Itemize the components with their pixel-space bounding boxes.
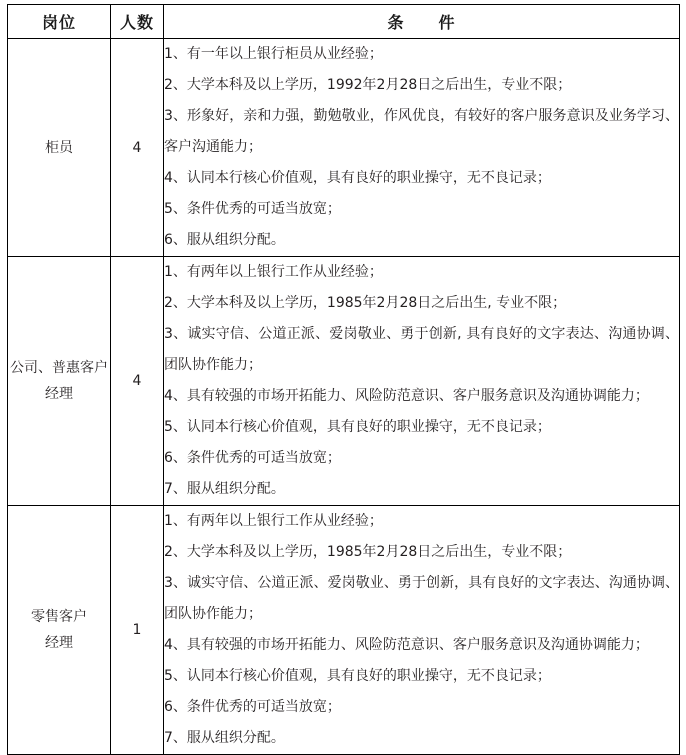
position-count-cell: 4 — [111, 257, 164, 506]
conditions-cell — [164, 506, 680, 755]
condition-item: 6、条件优秀的可适当放宽； — [164, 450, 341, 466]
column-header-position: 岗位 — [8, 5, 111, 39]
conditions-list — [164, 39, 679, 256]
condition-item: 4、认同本行核心价值观，具有良好的职业操守，无不良记录； — [164, 170, 551, 186]
condition-item: 2、大学本科及以上学历，1992年2月28日之后出生，专业不限； — [164, 77, 572, 93]
table-row — [8, 257, 680, 506]
condition-item: 5、认同本行核心价值观，具有良好的职业操守，无不良记录； — [164, 668, 551, 684]
column-header-count: 人数 — [111, 5, 164, 39]
recruitment-requirements-table — [7, 4, 680, 755]
position-count-cell: 4 — [111, 39, 164, 257]
position-count-cell: 1 — [111, 506, 164, 755]
column-header-conditions-char2: 件 — [438, 13, 456, 32]
condition-item: 5、条件优秀的可适当放宽； — [164, 201, 341, 217]
position-name-line: 柜员 — [45, 139, 73, 156]
table-header-row — [8, 5, 680, 39]
column-header-conditions-text — [387, 13, 455, 32]
condition-item: 1、有两年以上银行工作从业经验； — [164, 264, 383, 280]
position-name-cell — [8, 39, 111, 257]
condition-item: 2、大学本科及以上学历，1985年2月28日之后出生，专业不限； — [164, 544, 572, 560]
position-name-cell — [8, 257, 111, 506]
condition-item: 3、诚实守信、公道正派、爱岗敬业、勇于创新, 具有良好的文字表达、沟通协调、团队协作能力； — [164, 326, 679, 373]
position-name-line: 经理 — [45, 635, 73, 651]
position-name-line: 零售客户 — [31, 609, 87, 625]
condition-item: 3、形象好，亲和力强，勤勉敬业，作风优良，有较好的客户服务意识及业务学习、客户沟通能力； — [164, 108, 679, 155]
conditions-cell — [164, 257, 680, 506]
position-name-line: 经理 — [45, 386, 73, 402]
condition-item: 3、诚实守信、公道正派、爱岗敬业、勇于创新，具有良好的文字表达、沟通协调、团队协作能力； — [164, 575, 679, 622]
condition-item: 6、服从组织分配。 — [164, 232, 285, 248]
conditions-cell — [164, 39, 680, 257]
condition-item: 7、服从组织分配。 — [164, 481, 285, 497]
table-header — [8, 5, 680, 39]
condition-item: 7、服从组织分配。 — [164, 730, 285, 746]
condition-item: 5、认同本行核心价值观，具有良好的职业操守，无不良记录； — [164, 419, 551, 435]
table-body — [8, 39, 680, 755]
condition-item: 1、有一年以上银行柜员从业经验； — [164, 46, 383, 62]
condition-item: 6、条件优秀的可适当放宽； — [164, 699, 341, 715]
column-header-conditions-char1: 条 — [387, 13, 405, 32]
column-header-conditions — [164, 5, 680, 39]
position-name-cell — [8, 506, 111, 755]
table-row — [8, 39, 680, 257]
condition-item: 4、具有较强的市场开拓能力、风险防范意识、客户服务意识及沟通协调能力； — [164, 637, 649, 653]
position-name-line: 公司、普惠客户 — [10, 360, 108, 376]
condition-item: 2、大学本科及以上学历，1985年2月28日之后出生, 专业不限； — [164, 295, 567, 311]
conditions-list — [164, 506, 679, 754]
condition-item: 4、具有较强的市场开拓能力、风险防范意识、客户服务意识及沟通协调能力； — [164, 388, 649, 404]
conditions-list — [164, 257, 679, 505]
condition-item: 1、有两年以上银行工作从业经验； — [164, 513, 383, 529]
table-row — [8, 506, 680, 755]
